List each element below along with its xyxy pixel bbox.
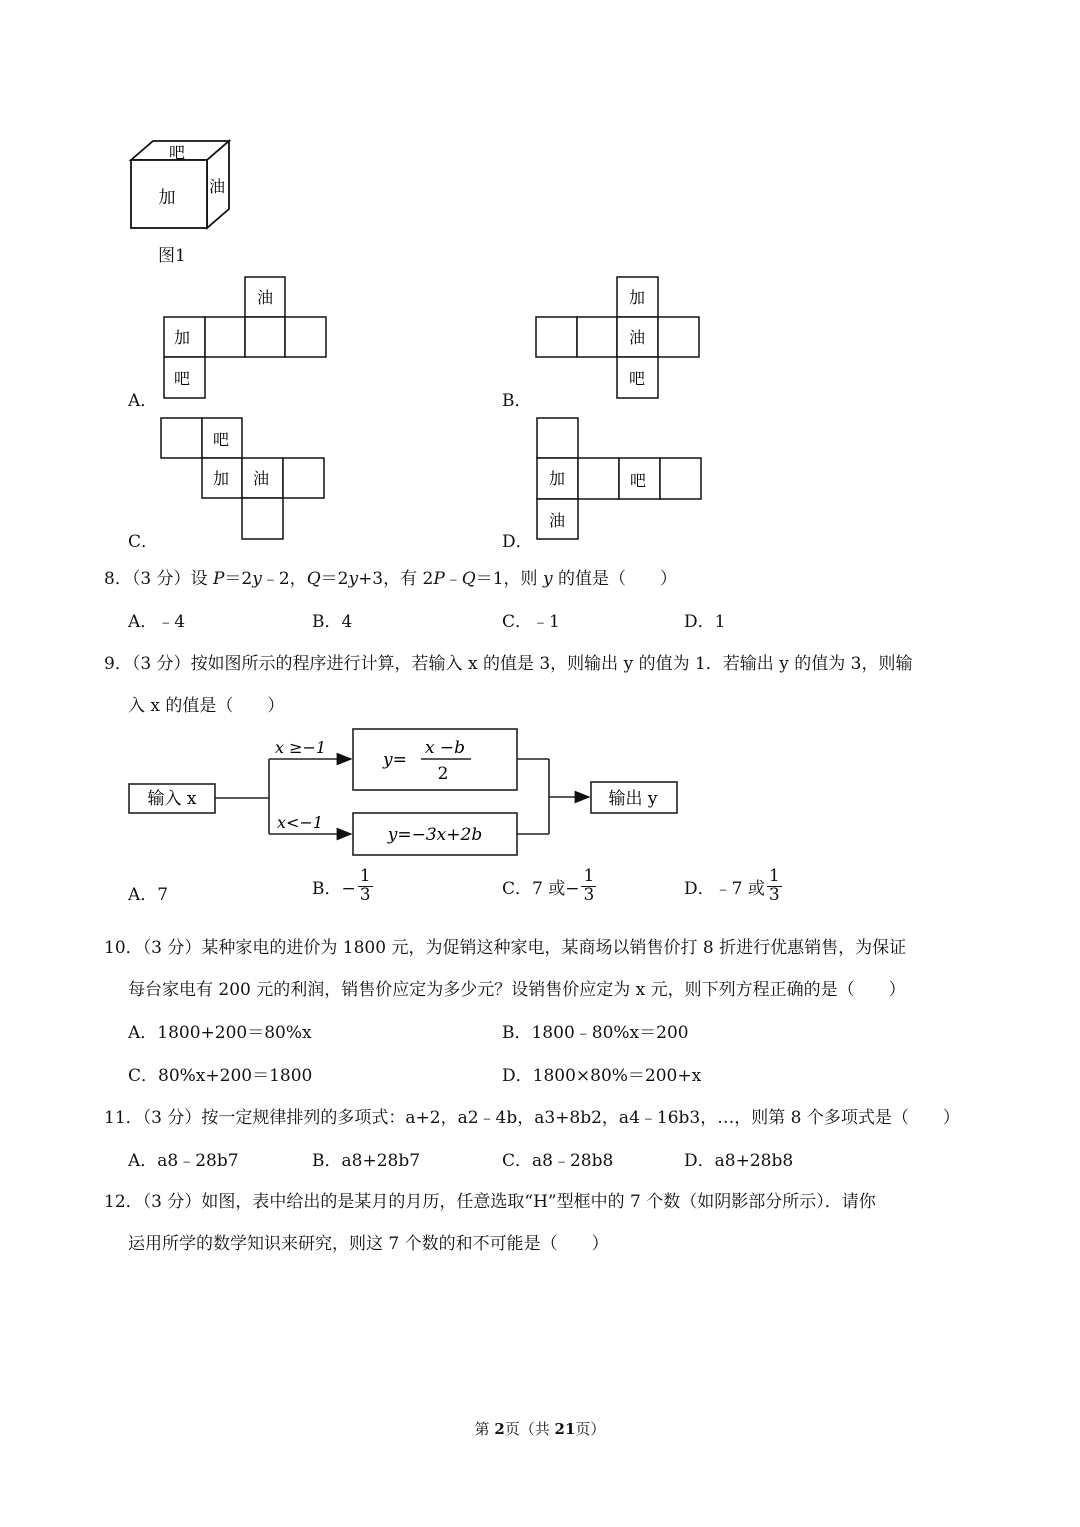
question-8 <box>104 564 677 589</box>
q11-number: 11． <box>104 1108 143 1128</box>
footer-middle: 页（共 <box>504 1420 555 1438</box>
question-10-line2: 每台家电有 200 元的利润，销售价应定为多少元？设销售价应定为 x 元，则下列方程正确的是（ ） <box>128 980 906 1000</box>
question-12-line2: 运用所学的数学知识来研究，则这 7 个数的和不可能是（ ） <box>128 1234 609 1254</box>
footer-prefix: 第 <box>474 1420 495 1438</box>
flow-formula-top-den: 2 <box>437 764 449 784</box>
q8-text: 的值是（ ） <box>552 569 677 589</box>
flow-formula-top-num: x −b <box>424 738 466 758</box>
q7-option-d-net <box>535 416 707 544</box>
q8-text: ﹣2， <box>261 569 307 589</box>
footer-total-pages: 21 <box>554 1420 576 1438</box>
q7-option-b-label: B． <box>502 391 532 411</box>
q12-text-1: 如图，表中给出的是某月的月历，任意选取“H”型框中的 7 个数（如阴影部分所示）．请你 <box>201 1192 876 1212</box>
q8-text: ﹣ <box>444 569 462 589</box>
q8-number: 8． <box>104 569 132 589</box>
q12-number: 12． <box>104 1192 143 1212</box>
q10-option-c: C．80%x+200＝1800 <box>128 1066 313 1086</box>
q7-option-d-label: D． <box>502 532 533 552</box>
q9-option-d-prefix: D．﹣7 或 <box>684 878 765 899</box>
net-d-char-1: 加 <box>548 469 566 488</box>
q8-var: y <box>542 569 553 589</box>
q9-flowchart <box>125 725 685 865</box>
q11-option-a: A．a8﹣28b7 <box>128 1151 239 1171</box>
q8-score: （3 分） <box>131 569 191 589</box>
footer-page-number: 2 <box>494 1420 505 1438</box>
q10-score: （3 分） <box>142 938 202 958</box>
q10-option-b: B．1800﹣80%x＝200 <box>502 1023 689 1043</box>
q9-option-a: A．7 <box>128 885 169 905</box>
q12-score: （3 分） <box>142 1192 202 1212</box>
net-c-char-2: 加 <box>212 469 230 488</box>
q11-option-d: D．a8+28b8 <box>684 1151 794 1171</box>
question-11 <box>104 1103 960 1128</box>
q8-option-a: A．﹣4 <box>128 612 186 632</box>
q10-number: 10． <box>104 938 143 958</box>
q8-option-b: B．4 <box>312 612 353 632</box>
fraction-numerator: 1 <box>768 866 780 886</box>
flow-formula-top-lhs: y= <box>383 750 407 770</box>
flow-cond-bottom: x<−1 <box>277 813 324 832</box>
net-d-char-3: 油 <box>548 511 566 530</box>
q11-option-b: B．a8+28b7 <box>312 1151 421 1171</box>
q7-option-a-label: A． <box>128 391 158 411</box>
q7-option-c-net <box>158 416 330 544</box>
figure1-caption: 图1 <box>158 246 186 266</box>
q8-var: Q <box>461 569 476 589</box>
page-footer <box>0 1418 1080 1439</box>
q9-option-d <box>684 868 782 905</box>
net-a-char-1: 油 <box>256 288 274 307</box>
fraction-denominator: 3 <box>768 884 780 905</box>
q9-option-c-prefix: C．7 或− <box>502 878 580 899</box>
q8-var: P <box>212 569 225 589</box>
q9-text-1: 按如图所示的程序进行计算，若输入 x 的值是 3，则输出 y 的值为 1．若输出 y 的值为 3，则输 <box>190 654 913 674</box>
question-9-line2: 入 x 的值是（ ） <box>128 696 285 716</box>
q8-text: ＝2 <box>224 569 253 589</box>
q9-option-b-prefix: B．− <box>312 878 356 899</box>
q9-option-d-fraction <box>767 868 782 905</box>
q8-var: Q <box>306 569 321 589</box>
q9-number: 9． <box>104 654 132 674</box>
q11-text: 按一定规律排列的多项式：a+2，a2﹣4b，a3+8b2，a4﹣16b3，…，则第 8 个多项式是（ ） <box>201 1108 960 1128</box>
question-10-line1 <box>104 933 906 958</box>
q11-score: （3 分） <box>142 1108 202 1128</box>
net-d-char-2: 吧 <box>629 471 647 490</box>
q8-text: 设 <box>190 569 213 589</box>
q10-option-a: A．1800+200＝80%x <box>128 1023 312 1043</box>
fraction-denominator: 3 <box>359 884 371 905</box>
flow-output-box: 输出 y <box>608 789 658 809</box>
q7-option-a-net <box>160 275 330 403</box>
flow-cond-top: x ≥−1 <box>275 738 327 757</box>
q9-option-c <box>502 868 596 905</box>
net-c-char-1: 吧 <box>212 430 230 449</box>
fraction-numerator: 1 <box>583 866 595 886</box>
q7-option-b-net <box>533 275 705 403</box>
q7-option-c-label: C． <box>128 532 159 552</box>
cube-figure <box>125 135 235 235</box>
q8-text: +3，有 2 <box>358 569 434 589</box>
net-b-char-2: 油 <box>628 328 646 347</box>
cube-front-char: 加 <box>158 188 176 208</box>
q8-var: y <box>348 569 359 589</box>
net-b-char-3: 吧 <box>628 369 646 388</box>
flow-input-box: 输入 x <box>147 789 197 809</box>
q8-text: ＝2 <box>320 569 349 589</box>
net-a-char-3: 吧 <box>173 369 191 388</box>
q8-option-c: C．﹣1 <box>502 612 560 632</box>
net-b-char-1: 加 <box>628 288 646 307</box>
q9-option-b-fraction <box>358 868 373 905</box>
flow-formula-bottom: y=−3x+2b <box>387 825 483 845</box>
q11-option-c: C．a8﹣28b8 <box>502 1151 614 1171</box>
net-a-char-2: 加 <box>173 328 191 347</box>
q9-option-b <box>312 868 373 905</box>
q9-score: （3 分） <box>131 654 191 674</box>
q8-option-d: D．1 <box>684 612 726 632</box>
q8-var: P <box>433 569 445 589</box>
q9-option-c-fraction <box>581 868 596 905</box>
q8-var: y <box>252 569 262 589</box>
net-c-char-3: 油 <box>252 469 270 488</box>
q10-text-1: 某种家电的进价为 1800 元，为促销这种家电，某商场以销售价打 8 折进行优惠销售，为保证 <box>201 938 907 958</box>
footer-suffix: 页） <box>575 1420 606 1438</box>
q10-option-d: D．1800×80%＝200+x <box>502 1066 702 1086</box>
question-9-line1 <box>104 649 912 674</box>
fraction-numerator: 1 <box>359 866 371 886</box>
q8-text: ＝1，则 <box>475 569 543 589</box>
cube-top-char: 吧 <box>168 143 186 162</box>
cube-side-char: 油 <box>208 177 226 196</box>
fraction-denominator: 3 <box>583 884 595 905</box>
question-12-line1 <box>104 1187 876 1212</box>
